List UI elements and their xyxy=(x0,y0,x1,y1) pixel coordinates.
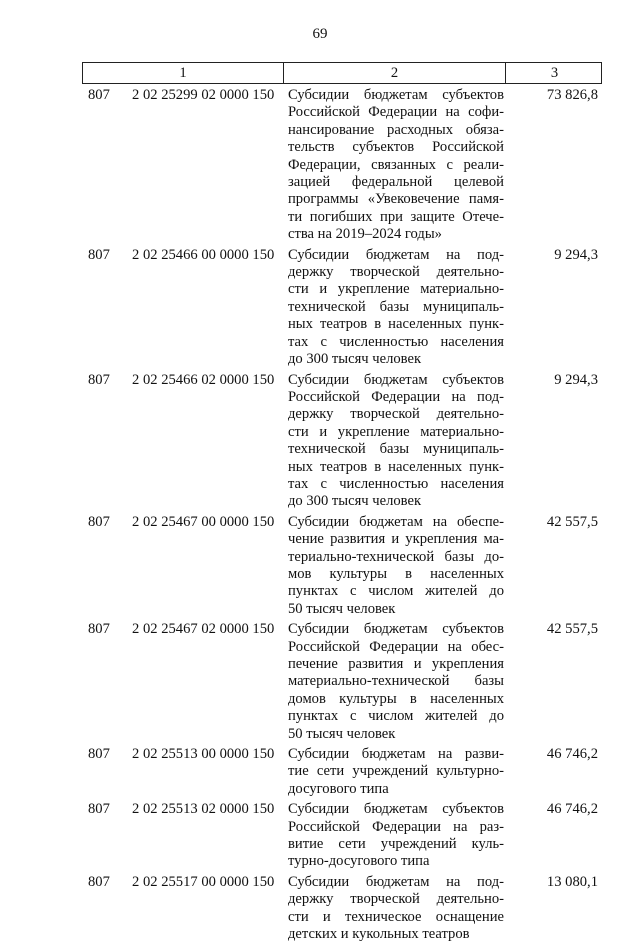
budget-classification-code: 2 02 25513 00 0000 150 xyxy=(132,746,275,763)
description-line: зацией федеральной целевой xyxy=(288,174,504,191)
header-col-3: 3 xyxy=(505,63,603,83)
description-cell xyxy=(282,746,504,798)
description-line: тах с численностью населения xyxy=(288,475,504,492)
code-cell xyxy=(82,746,282,798)
admin-code: 807 xyxy=(88,513,110,530)
code-cell xyxy=(82,247,282,369)
budget-table xyxy=(82,62,602,944)
description-cell xyxy=(282,514,504,618)
description-line: досугового типа xyxy=(288,780,389,797)
description-line: 50 тысяч человек xyxy=(288,725,396,742)
description-line: сти и техническое оснащение xyxy=(288,908,504,925)
header-col-2: 2 xyxy=(283,63,505,83)
description-line: Субсидии бюджетам на под- xyxy=(288,246,504,263)
budget-classification-code: 2 02 25513 02 0000 150 xyxy=(132,801,275,818)
description-line: териально-технической базы до- xyxy=(288,548,504,565)
description-line: сти и укрепление материально- xyxy=(288,423,504,440)
table-row xyxy=(82,621,602,743)
header-col-1: 1 xyxy=(179,65,187,81)
amount-cell: 9 294,3 xyxy=(554,246,598,263)
budget-classification-code: 2 02 25517 00 0000 150 xyxy=(132,873,275,890)
description-line: технической базы муниципаль- xyxy=(288,298,504,315)
table-row xyxy=(82,514,602,618)
description-line: турно-досугового типа xyxy=(288,853,430,870)
description-line: домов культуры в населенных xyxy=(288,690,504,707)
table-row xyxy=(82,746,602,798)
amount-cell: 46 746,2 xyxy=(546,746,598,763)
budget-classification-code: 2 02 25467 02 0000 150 xyxy=(132,621,275,638)
description-line: печение развития и укрепления xyxy=(288,656,504,672)
description-line: технической базы муниципаль- xyxy=(288,441,504,458)
amount-cell: 73 826,8 xyxy=(546,87,598,103)
description-cell xyxy=(282,372,504,511)
budget-classification-code: 2 02 25467 00 0000 150 xyxy=(132,513,275,530)
description-line: тие сети учреждений культурно- xyxy=(288,763,504,780)
description-cell xyxy=(282,87,504,244)
description-cell xyxy=(282,621,504,743)
admin-code: 807 xyxy=(88,621,110,638)
description-line: Российской Федерации на под- xyxy=(288,388,504,405)
description-line: тах с численностью населения xyxy=(288,333,504,350)
description-line: Субсидии бюджетам на обеспе- xyxy=(288,513,504,530)
table-row xyxy=(82,874,602,944)
description-line: материально-технической базы xyxy=(288,673,504,690)
budget-classification-code: 2 02 25299 02 0000 150 xyxy=(132,87,275,103)
code-cell xyxy=(82,874,282,944)
amount-cell: 42 557,5 xyxy=(546,621,598,638)
description-line: Субсидии бюджетам субъектов xyxy=(288,87,504,103)
admin-code: 807 xyxy=(88,801,110,818)
description-line: витие сети учреждений куль- xyxy=(288,836,504,853)
description-line: ства на 2019–2024 годы» xyxy=(288,226,442,243)
admin-code: 807 xyxy=(88,873,110,890)
description-line: ти погибших при защите Отече- xyxy=(288,208,504,225)
description-line: Субсидии бюджетам субъектов xyxy=(288,801,504,818)
table-row xyxy=(82,247,602,369)
description-line: детских и кукольных театров xyxy=(288,926,470,943)
budget-classification-code: 2 02 25466 00 0000 150 xyxy=(132,246,275,263)
description-line: ных театров в населенных пунк- xyxy=(288,316,504,333)
admin-code: 807 xyxy=(88,371,110,388)
description-line: 50 тысяч человек xyxy=(288,600,396,617)
table-row xyxy=(82,87,602,244)
description-line: Субсидии бюджетам на под- xyxy=(288,873,504,890)
description-line: пунктах с числом жителей до xyxy=(288,708,504,725)
description-line: Российской Федерации на обес- xyxy=(288,638,504,655)
admin-code: 807 xyxy=(88,746,110,763)
code-cell xyxy=(82,87,282,244)
table-row xyxy=(82,372,602,511)
description-line: Федерации, связанных с реали- xyxy=(288,156,504,173)
code-cell xyxy=(82,621,282,743)
table-body xyxy=(82,87,602,944)
budget-classification-code: 2 02 25466 02 0000 150 xyxy=(132,371,275,388)
description-line: держку творческой деятельно- xyxy=(288,891,504,908)
description-line: до 300 тысяч человек xyxy=(288,351,422,368)
description-cell xyxy=(282,801,504,871)
table-header xyxy=(82,62,602,84)
description-line: мов культуры в населенных xyxy=(288,565,504,582)
description-line: ных театров в населенных пунк- xyxy=(288,458,504,475)
amount-cell: 46 746,2 xyxy=(546,801,598,818)
amount-cell: 9 294,3 xyxy=(554,371,598,388)
description-cell xyxy=(282,874,504,944)
description-line: Российской Федерации на раз- xyxy=(288,818,504,835)
description-line: чение развития и укрепления ма- xyxy=(288,531,504,548)
page-number: 69 xyxy=(312,26,328,42)
code-cell xyxy=(82,801,282,871)
table-row xyxy=(82,801,602,871)
description-line: Субсидии бюджетам субъектов xyxy=(288,621,504,638)
amount-cell: 42 557,5 xyxy=(546,513,598,530)
description-line: Субсидии бюджетам субъектов xyxy=(288,371,504,388)
description-line: до 300 тысяч человек xyxy=(288,493,422,510)
description-line: программы «Увековечение памя- xyxy=(288,191,504,208)
admin-code: 807 xyxy=(88,87,110,103)
description-cell xyxy=(282,247,504,369)
description-line: Российской Федерации на софи- xyxy=(288,104,504,121)
description-line: тельств субъектов Российской xyxy=(288,139,504,156)
description-line: держку творческой деятельно- xyxy=(288,264,504,281)
description-line: пунктах с числом жителей до xyxy=(288,583,504,600)
description-line: держку творческой деятельно- xyxy=(288,406,504,423)
code-cell xyxy=(82,372,282,511)
code-cell xyxy=(82,514,282,618)
description-line: Субсидии бюджетам на разви- xyxy=(288,746,504,763)
description-line: сти и укрепление материально- xyxy=(288,281,504,298)
description-line: нансирование расходных обяза- xyxy=(288,121,504,138)
amount-cell: 13 080,1 xyxy=(546,873,598,890)
admin-code: 807 xyxy=(88,246,110,263)
